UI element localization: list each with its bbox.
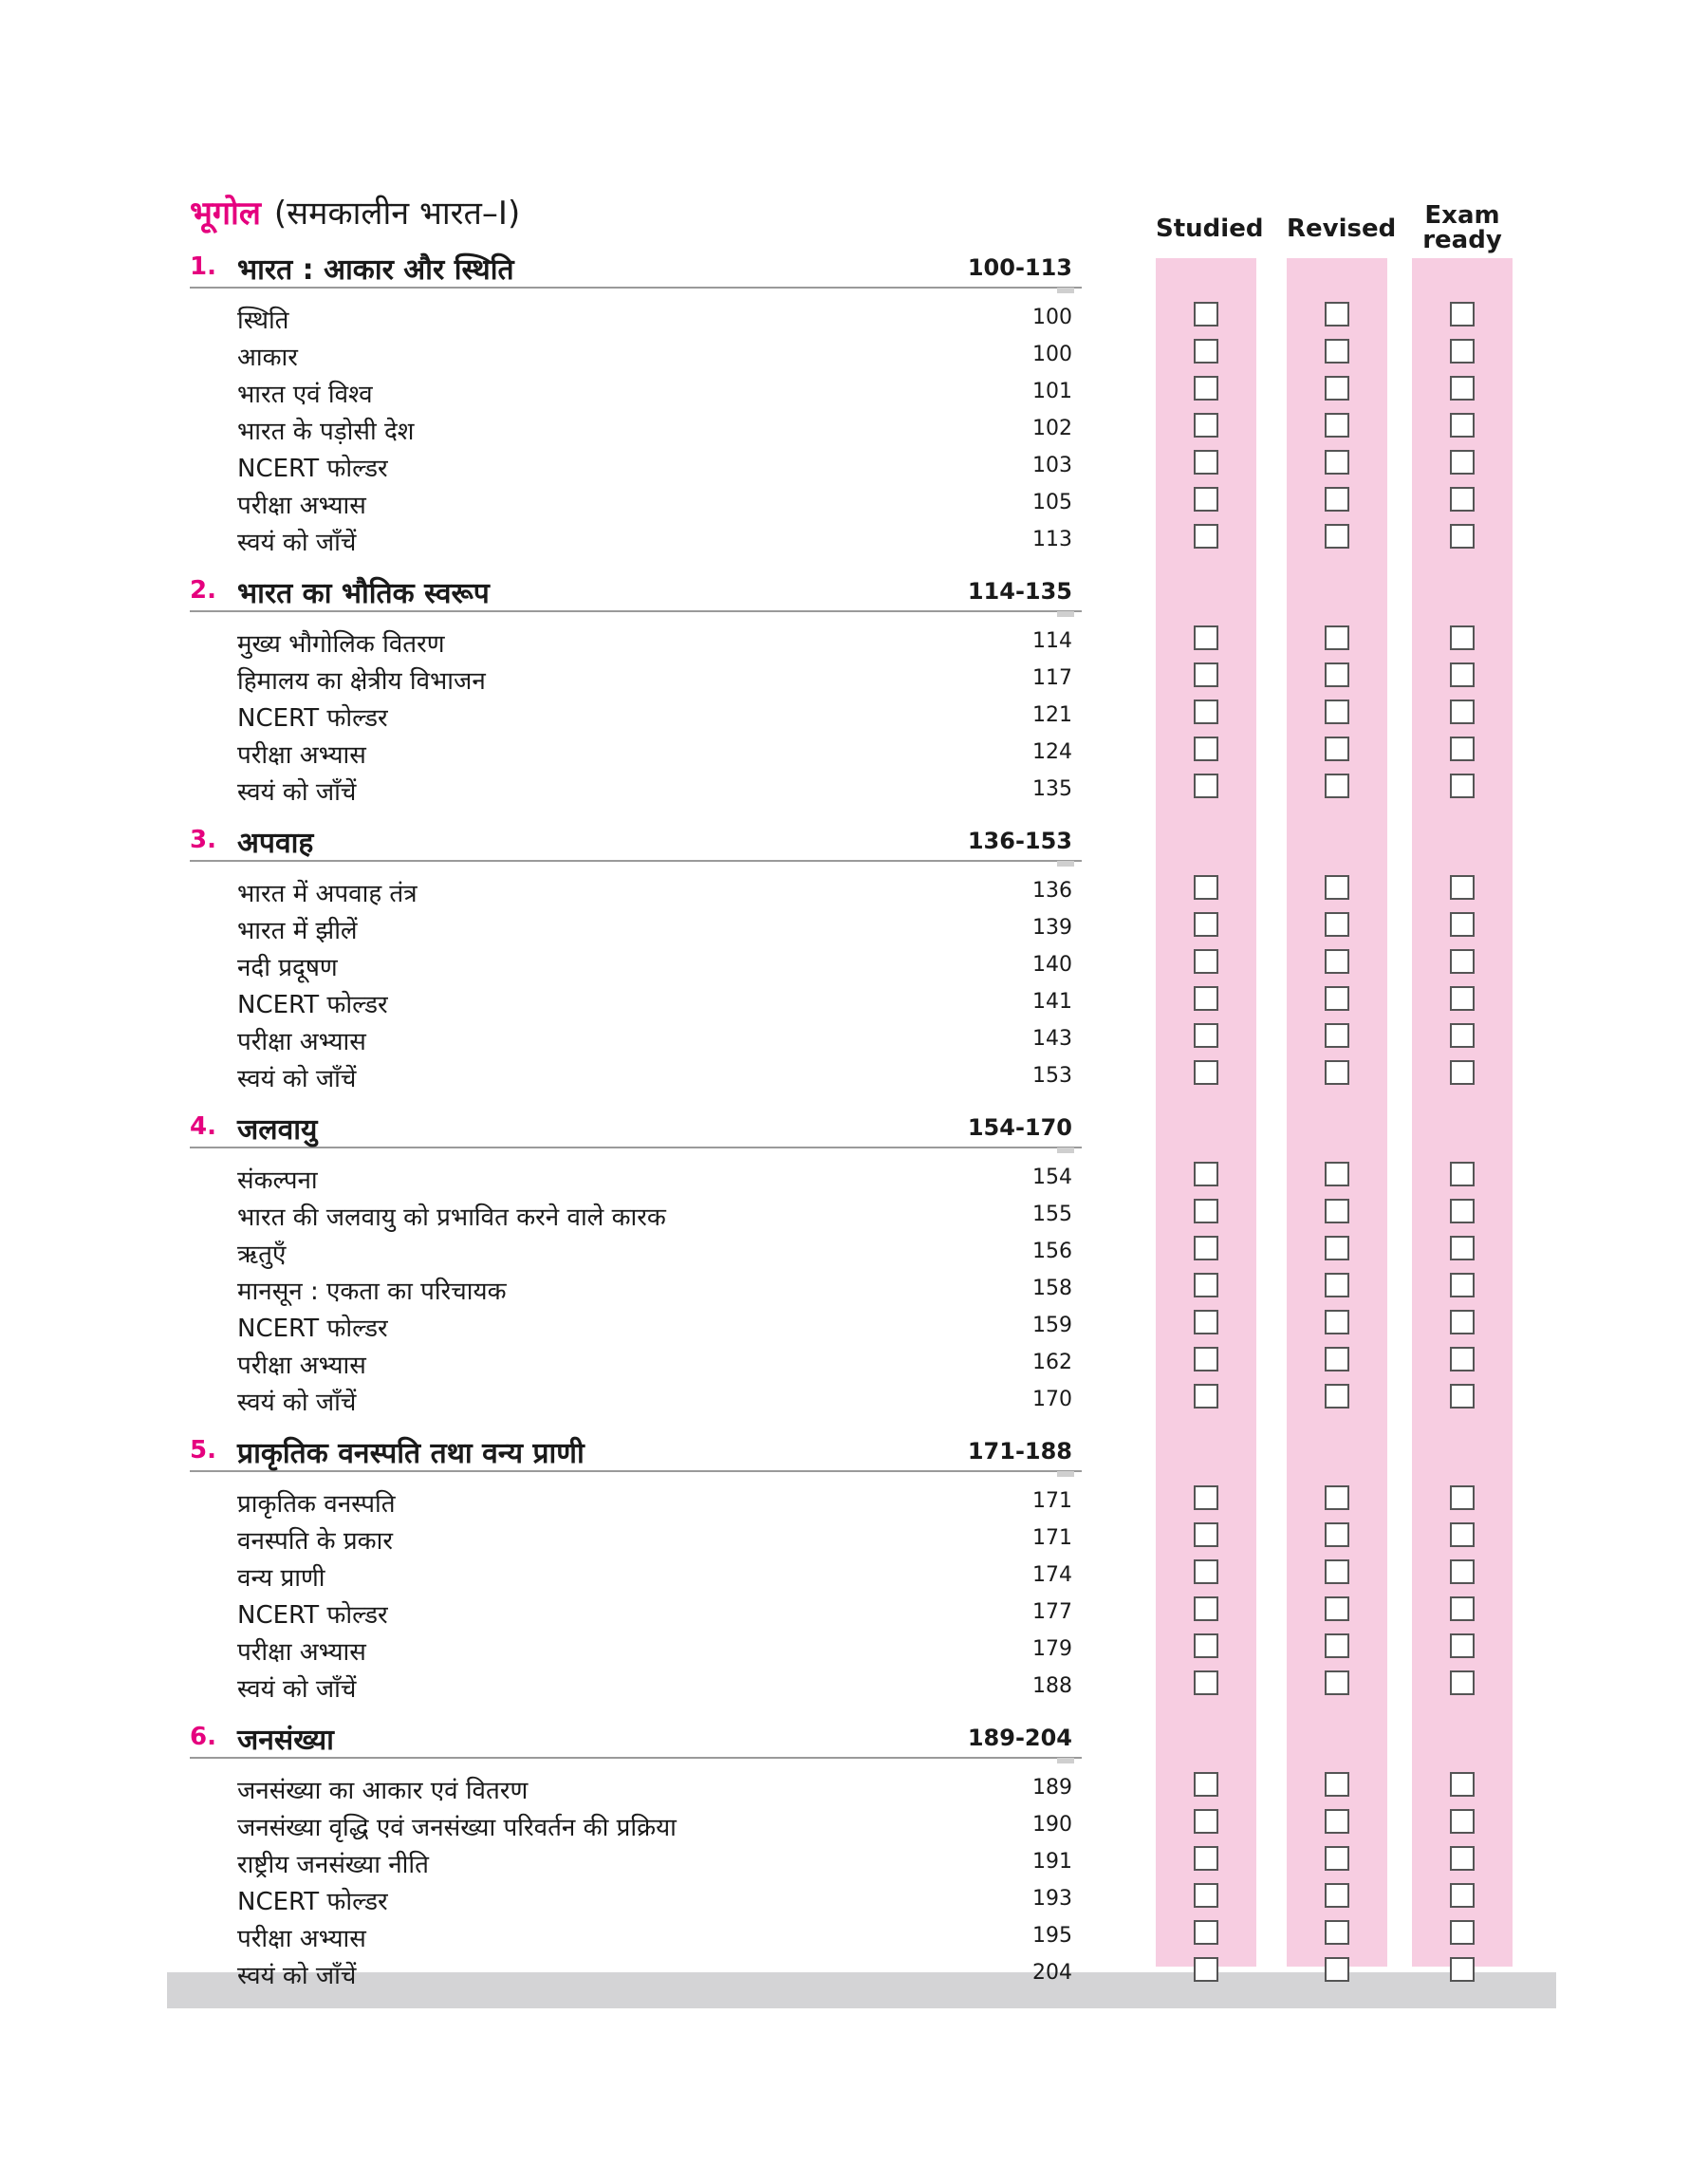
studied-checkbox[interactable] bbox=[1194, 875, 1218, 900]
chapter-page-range: 154-170 bbox=[967, 1114, 1072, 1141]
column-header-studied: Studied bbox=[1156, 215, 1264, 243]
topic-label: स्वयं को जाँचें bbox=[237, 1675, 357, 1704]
topic-label: भारत में झीलें bbox=[237, 917, 358, 945]
studied-column-stripe bbox=[1156, 258, 1256, 1967]
chapter-number: 5. bbox=[190, 1436, 216, 1465]
studied-checkbox[interactable] bbox=[1194, 1633, 1218, 1658]
topic-label: NCERT फोल्डर bbox=[237, 455, 388, 483]
topic-row bbox=[190, 1519, 1082, 1556]
chapter-number: 1. bbox=[190, 252, 216, 281]
studied-checkbox[interactable] bbox=[1194, 1384, 1218, 1409]
studied-checkbox[interactable] bbox=[1194, 1162, 1218, 1186]
studied-checkbox[interactable] bbox=[1194, 1273, 1218, 1297]
exam-ready-checkbox[interactable] bbox=[1450, 1522, 1475, 1547]
topic-label: स्वयं को जाँचें bbox=[237, 778, 357, 807]
topic-page-number: 135 bbox=[1032, 777, 1072, 801]
topic-label: परीक्षा अभ्यास bbox=[237, 492, 366, 520]
revised-checkbox[interactable] bbox=[1325, 1670, 1349, 1695]
exam-ready-checkbox[interactable] bbox=[1450, 1670, 1475, 1695]
exam-ready-checkbox[interactable] bbox=[1450, 1384, 1475, 1409]
studied-checkbox[interactable] bbox=[1194, 450, 1218, 475]
chapter-page-range: 100-113 bbox=[967, 254, 1072, 281]
chapter-number: 4. bbox=[190, 1112, 216, 1141]
studied-checkbox[interactable] bbox=[1194, 524, 1218, 549]
topic-row bbox=[190, 908, 1082, 945]
topic-row bbox=[190, 1667, 1082, 1704]
revised-checkbox[interactable] bbox=[1325, 1310, 1349, 1334]
revised-checkbox[interactable] bbox=[1325, 524, 1349, 549]
topic-row bbox=[190, 335, 1082, 372]
topic-row bbox=[190, 696, 1082, 733]
revised-checkbox[interactable] bbox=[1325, 487, 1349, 512]
revised-checkbox[interactable] bbox=[1325, 1883, 1349, 1908]
topic-page-number: 113 bbox=[1032, 528, 1072, 551]
topic-label: भारत के पड़ोसी देश bbox=[237, 418, 415, 446]
chapter-number: 3. bbox=[190, 826, 216, 854]
studied-checkbox[interactable] bbox=[1194, 1347, 1218, 1371]
exam-ready-checkbox[interactable] bbox=[1450, 1310, 1475, 1334]
exam-ready-checkbox[interactable] bbox=[1450, 1846, 1475, 1871]
chapter-section bbox=[190, 822, 1082, 1093]
subject-title: भूगोल bbox=[190, 195, 261, 233]
topic-label: परीक्षा अभ्यास bbox=[237, 1925, 366, 1953]
studied-checkbox[interactable] bbox=[1194, 700, 1218, 724]
topic-row bbox=[190, 1556, 1082, 1593]
topic-page-number: 153 bbox=[1032, 1064, 1072, 1088]
studied-checkbox[interactable] bbox=[1194, 1310, 1218, 1334]
studied-checkbox[interactable] bbox=[1194, 1199, 1218, 1223]
studied-checkbox[interactable] bbox=[1194, 1060, 1218, 1085]
revised-checkbox[interactable] bbox=[1325, 413, 1349, 438]
revised-checkbox[interactable] bbox=[1325, 1522, 1349, 1547]
topic-page-number: 155 bbox=[1032, 1203, 1072, 1226]
studied-checkbox[interactable] bbox=[1194, 1236, 1218, 1260]
topic-label: NCERT फोल्डर bbox=[237, 991, 388, 1019]
chapter-heading bbox=[190, 822, 1082, 862]
topic-row bbox=[190, 372, 1082, 409]
topic-row bbox=[190, 945, 1082, 982]
topic-label: नदी प्रदूषण bbox=[237, 954, 338, 982]
topic-page-number: 114 bbox=[1032, 629, 1072, 653]
subject-subtitle: (समकालीन भारत–I) bbox=[273, 195, 521, 233]
topic-row bbox=[190, 1019, 1082, 1056]
topic-row bbox=[190, 520, 1082, 557]
topic-row bbox=[190, 1953, 1082, 1990]
exam-ready-checkbox[interactable] bbox=[1450, 1596, 1475, 1621]
topic-row bbox=[190, 982, 1082, 1019]
topic-page-number: 140 bbox=[1032, 953, 1072, 977]
topic-page-number: 124 bbox=[1032, 740, 1072, 764]
topic-label: NCERT फोल्डर bbox=[237, 1315, 388, 1343]
topic-label: NCERT फोल्डर bbox=[237, 1601, 388, 1630]
topic-page-number: 143 bbox=[1032, 1027, 1072, 1051]
column-header-exam-ready bbox=[1412, 203, 1513, 252]
revised-checkbox[interactable] bbox=[1325, 450, 1349, 475]
chapter-heading bbox=[190, 1719, 1082, 1759]
topic-row bbox=[190, 446, 1082, 483]
revised-checkbox[interactable] bbox=[1325, 1809, 1349, 1834]
studied-checkbox[interactable] bbox=[1194, 662, 1218, 687]
topic-row bbox=[190, 1842, 1082, 1879]
revised-checkbox[interactable] bbox=[1325, 986, 1349, 1011]
chapter-title: जनसंख्या bbox=[237, 1724, 334, 1757]
chapter-title: प्राकृतिक वनस्पति तथा वन्य प्राणी bbox=[237, 1437, 585, 1470]
topic-page-number: 102 bbox=[1032, 417, 1072, 440]
revised-checkbox[interactable] bbox=[1325, 1772, 1349, 1797]
revised-checkbox[interactable] bbox=[1325, 1236, 1349, 1260]
chapter-number: 2. bbox=[190, 576, 216, 605]
studied-checkbox[interactable] bbox=[1194, 1522, 1218, 1547]
topic-label: आकार bbox=[237, 344, 298, 372]
topic-page-number: 141 bbox=[1032, 990, 1072, 1014]
chapter-section bbox=[190, 1109, 1082, 1417]
topic-page-number: 154 bbox=[1032, 1166, 1072, 1189]
topic-page-number: 179 bbox=[1032, 1637, 1072, 1661]
studied-checkbox[interactable] bbox=[1194, 302, 1218, 327]
studied-checkbox[interactable] bbox=[1194, 1809, 1218, 1834]
topic-row bbox=[190, 1630, 1082, 1667]
revised-checkbox[interactable] bbox=[1325, 774, 1349, 798]
topic-page-number: 103 bbox=[1032, 454, 1072, 477]
revised-checkbox[interactable] bbox=[1325, 1846, 1349, 1871]
topic-row bbox=[190, 871, 1082, 908]
exam-ready-checkbox[interactable] bbox=[1450, 625, 1475, 650]
column-header-revised: Revised bbox=[1287, 215, 1397, 243]
topic-label: भारत में अपवाह तंत्र bbox=[237, 880, 418, 908]
exam-ready-checkbox[interactable] bbox=[1450, 1957, 1475, 1982]
studied-checkbox[interactable] bbox=[1194, 376, 1218, 401]
studied-checkbox[interactable] bbox=[1194, 625, 1218, 650]
column-header-exam-line1: Exam bbox=[1424, 201, 1500, 230]
chapter-section bbox=[190, 572, 1082, 807]
revised-checkbox[interactable] bbox=[1325, 737, 1349, 761]
chapter-title: अपवाह bbox=[237, 827, 314, 860]
exam-ready-checkbox[interactable] bbox=[1450, 376, 1475, 401]
chapter-number: 6. bbox=[190, 1723, 216, 1751]
topic-page-number: 177 bbox=[1032, 1600, 1072, 1624]
chapter-title: जलवायु bbox=[237, 1113, 318, 1147]
topic-label: स्वयं को जाँचें bbox=[237, 1389, 357, 1417]
studied-checkbox[interactable] bbox=[1194, 413, 1218, 438]
revised-checkbox[interactable] bbox=[1325, 700, 1349, 724]
studied-checkbox[interactable] bbox=[1194, 1023, 1218, 1048]
studied-checkbox[interactable] bbox=[1194, 1670, 1218, 1695]
topic-page-number: 136 bbox=[1032, 879, 1072, 903]
topic-row bbox=[190, 298, 1082, 335]
studied-checkbox[interactable] bbox=[1194, 1485, 1218, 1510]
studied-checkbox[interactable] bbox=[1194, 1957, 1218, 1982]
revised-checkbox[interactable] bbox=[1325, 339, 1349, 364]
revised-checkbox[interactable] bbox=[1325, 1162, 1349, 1186]
topic-label: ऋतुएँ bbox=[237, 1241, 287, 1269]
revised-checkbox[interactable] bbox=[1325, 376, 1349, 401]
chapter-section bbox=[190, 1432, 1082, 1704]
revised-checkbox[interactable] bbox=[1325, 1920, 1349, 1945]
chapter-heading bbox=[190, 1432, 1082, 1472]
topic-page-number: 121 bbox=[1032, 703, 1072, 727]
exam-ready-checkbox[interactable] bbox=[1450, 1633, 1475, 1658]
exam-ready-checkbox[interactable] bbox=[1450, 1162, 1475, 1186]
studied-checkbox[interactable] bbox=[1194, 1596, 1218, 1621]
exam-ready-checkbox[interactable] bbox=[1450, 774, 1475, 798]
topic-row bbox=[190, 1195, 1082, 1232]
topic-row bbox=[190, 1916, 1082, 1953]
exam-ready-checkbox[interactable] bbox=[1450, 1772, 1475, 1797]
topic-label: परीक्षा अभ्यास bbox=[237, 1638, 366, 1667]
topic-page-number: 171 bbox=[1032, 1526, 1072, 1550]
exam-ready-checkbox[interactable] bbox=[1450, 1347, 1475, 1371]
chapter-title: भारत : आकार और स्थिति bbox=[237, 253, 514, 287]
exam-ready-checkbox[interactable] bbox=[1450, 487, 1475, 512]
studied-checkbox[interactable] bbox=[1194, 949, 1218, 974]
studied-checkbox[interactable] bbox=[1194, 1559, 1218, 1584]
studied-checkbox[interactable] bbox=[1194, 912, 1218, 937]
topic-page-number: 190 bbox=[1032, 1813, 1072, 1837]
topic-page-number: 158 bbox=[1032, 1277, 1072, 1300]
chapter-heading bbox=[190, 1109, 1082, 1148]
chapter-heading bbox=[190, 249, 1082, 289]
exam-ready-checkbox[interactable] bbox=[1450, 1920, 1475, 1945]
topic-row bbox=[190, 1232, 1082, 1269]
exam-ready-checkbox[interactable] bbox=[1450, 949, 1475, 974]
revised-checkbox[interactable] bbox=[1325, 912, 1349, 937]
topic-row bbox=[190, 770, 1082, 807]
topic-label: हिमालय का क्षेत्रीय विभाजन bbox=[237, 667, 486, 696]
topic-page-number: 188 bbox=[1032, 1674, 1072, 1698]
topic-label: भारत की जलवायु को प्रभावित करने वाले कारक bbox=[237, 1203, 666, 1232]
revised-checkbox[interactable] bbox=[1325, 1384, 1349, 1409]
revised-checkbox[interactable] bbox=[1325, 1485, 1349, 1510]
topic-label: जनसंख्या वृद्धि एवं जनसंख्या परिवर्तन की प्रक्रिया bbox=[237, 1814, 677, 1842]
topic-page-number: 204 bbox=[1032, 1961, 1072, 1985]
topic-page-number: 156 bbox=[1032, 1240, 1072, 1263]
studied-checkbox[interactable] bbox=[1194, 1772, 1218, 1797]
exam-ready-checkbox[interactable] bbox=[1450, 1559, 1475, 1584]
topic-row bbox=[190, 1879, 1082, 1916]
exam-ready-checkbox[interactable] bbox=[1450, 339, 1475, 364]
exam-ready-checkbox[interactable] bbox=[1450, 1199, 1475, 1223]
revised-checkbox[interactable] bbox=[1325, 1633, 1349, 1658]
topic-row bbox=[190, 1805, 1082, 1842]
revised-checkbox[interactable] bbox=[1325, 625, 1349, 650]
topic-label: स्वयं को जाँचें bbox=[237, 1065, 357, 1093]
topic-page-number: 101 bbox=[1032, 380, 1072, 403]
revised-checkbox[interactable] bbox=[1325, 949, 1349, 974]
topic-label: स्वयं को जाँचें bbox=[237, 529, 357, 557]
revised-checkbox[interactable] bbox=[1325, 1023, 1349, 1048]
topic-page-number: 162 bbox=[1032, 1351, 1072, 1374]
topic-row bbox=[190, 1269, 1082, 1306]
revised-column-stripe bbox=[1287, 258, 1387, 1967]
exam-ready-checkbox[interactable] bbox=[1450, 1023, 1475, 1048]
revised-checkbox[interactable] bbox=[1325, 662, 1349, 687]
topic-row bbox=[190, 659, 1082, 696]
topic-row bbox=[190, 483, 1082, 520]
topic-page-number: 193 bbox=[1032, 1887, 1072, 1911]
exam-ready-checkbox[interactable] bbox=[1450, 700, 1475, 724]
topic-label: प्राकृतिक वनस्पति bbox=[237, 1490, 396, 1519]
topic-label: NCERT फोल्डर bbox=[237, 704, 388, 733]
topic-row bbox=[190, 622, 1082, 659]
topic-row bbox=[190, 1482, 1082, 1519]
topic-page-number: 100 bbox=[1032, 343, 1072, 366]
topic-row bbox=[190, 1343, 1082, 1380]
exam-ready-checkbox[interactable] bbox=[1450, 737, 1475, 761]
chapter-page-range: 114-135 bbox=[967, 578, 1072, 605]
chapter-section bbox=[190, 1719, 1082, 1990]
revised-checkbox[interactable] bbox=[1325, 875, 1349, 900]
exam-ready-checkbox[interactable] bbox=[1450, 1883, 1475, 1908]
topic-row bbox=[190, 1768, 1082, 1805]
topic-label: भारत एवं विश्व bbox=[237, 381, 373, 409]
topic-page-number: 139 bbox=[1032, 916, 1072, 940]
topic-row bbox=[190, 409, 1082, 446]
topic-label: NCERT फोल्डर bbox=[237, 1888, 388, 1916]
topic-label: परीक्षा अभ्यास bbox=[237, 1028, 366, 1056]
revised-checkbox[interactable] bbox=[1325, 1957, 1349, 1982]
topic-page-number: 174 bbox=[1032, 1563, 1072, 1587]
exam-ready-checkbox[interactable] bbox=[1450, 1273, 1475, 1297]
exam-ready-checkbox[interactable] bbox=[1450, 1236, 1475, 1260]
topic-page-number: 189 bbox=[1032, 1776, 1072, 1800]
exam-ready-checkbox[interactable] bbox=[1450, 912, 1475, 937]
chapter-section bbox=[190, 249, 1082, 557]
topic-label: स्थिति bbox=[237, 307, 289, 335]
studied-checkbox[interactable] bbox=[1194, 986, 1218, 1011]
exam-ready-column-stripe bbox=[1412, 258, 1513, 1967]
chapter-list bbox=[190, 249, 1082, 2006]
topic-page-number: 159 bbox=[1032, 1314, 1072, 1337]
exam-ready-checkbox[interactable] bbox=[1450, 986, 1475, 1011]
chapter-page-range: 171-188 bbox=[967, 1438, 1072, 1465]
column-header-exam-line2: ready bbox=[1422, 226, 1502, 254]
topic-row bbox=[190, 1306, 1082, 1343]
revised-checkbox[interactable] bbox=[1325, 1559, 1349, 1584]
topic-label: वनस्पति के प्रकार bbox=[237, 1527, 393, 1556]
topic-row bbox=[190, 1056, 1082, 1093]
topic-label: वन्य प्राणी bbox=[237, 1564, 325, 1593]
exam-ready-checkbox[interactable] bbox=[1450, 1485, 1475, 1510]
topic-page-number: 105 bbox=[1032, 491, 1072, 514]
topic-label: संकल्पना bbox=[237, 1166, 318, 1195]
topic-row bbox=[190, 1158, 1082, 1195]
topic-page-number: 170 bbox=[1032, 1388, 1072, 1411]
topic-label: परीक्षा अभ्यास bbox=[237, 1352, 366, 1380]
topic-page-number: 171 bbox=[1032, 1489, 1072, 1513]
exam-ready-checkbox[interactable] bbox=[1450, 1060, 1475, 1085]
revised-checkbox[interactable] bbox=[1325, 1347, 1349, 1371]
revised-checkbox[interactable] bbox=[1325, 1596, 1349, 1621]
topic-label: जनसंख्या का आकार एवं वितरण bbox=[237, 1777, 529, 1805]
topic-page-number: 117 bbox=[1032, 666, 1072, 690]
topic-row bbox=[190, 733, 1082, 770]
topic-label: मुख्य भौगोलिक वितरण bbox=[237, 630, 445, 659]
studied-checkbox[interactable] bbox=[1194, 487, 1218, 512]
exam-ready-checkbox[interactable] bbox=[1450, 875, 1475, 900]
exam-ready-checkbox[interactable] bbox=[1450, 662, 1475, 687]
revised-checkbox[interactable] bbox=[1325, 1060, 1349, 1085]
revised-checkbox[interactable] bbox=[1325, 1199, 1349, 1223]
exam-ready-checkbox[interactable] bbox=[1450, 302, 1475, 327]
studied-checkbox[interactable] bbox=[1194, 737, 1218, 761]
exam-ready-checkbox[interactable] bbox=[1450, 450, 1475, 475]
topic-page-number: 195 bbox=[1032, 1924, 1072, 1948]
studied-checkbox[interactable] bbox=[1194, 774, 1218, 798]
chapter-page-range: 189-204 bbox=[967, 1725, 1072, 1751]
topic-label: राष्ट्रीय जनसंख्या नीति bbox=[237, 1851, 429, 1879]
topic-label: स्वयं को जाँचें bbox=[237, 1962, 357, 1990]
topic-row bbox=[190, 1380, 1082, 1417]
topic-label: मानसून : एकता का परिचायक bbox=[237, 1278, 507, 1306]
chapter-title: भारत का भौतिक स्वरूप bbox=[237, 577, 490, 610]
chapter-heading bbox=[190, 572, 1082, 612]
topic-label: परीक्षा अभ्यास bbox=[237, 741, 366, 770]
studied-checkbox[interactable] bbox=[1194, 339, 1218, 364]
studied-checkbox[interactable] bbox=[1194, 1920, 1218, 1945]
topic-page-number: 191 bbox=[1032, 1850, 1072, 1874]
exam-ready-checkbox[interactable] bbox=[1450, 524, 1475, 549]
exam-ready-checkbox[interactable] bbox=[1450, 1809, 1475, 1834]
studied-checkbox[interactable] bbox=[1194, 1846, 1218, 1871]
exam-ready-checkbox[interactable] bbox=[1450, 413, 1475, 438]
topic-page-number: 100 bbox=[1032, 306, 1072, 329]
subject-heading bbox=[190, 190, 520, 233]
studied-checkbox[interactable] bbox=[1194, 1883, 1218, 1908]
revised-checkbox[interactable] bbox=[1325, 302, 1349, 327]
revised-checkbox[interactable] bbox=[1325, 1273, 1349, 1297]
topic-row bbox=[190, 1593, 1082, 1630]
chapter-page-range: 136-153 bbox=[967, 828, 1072, 854]
